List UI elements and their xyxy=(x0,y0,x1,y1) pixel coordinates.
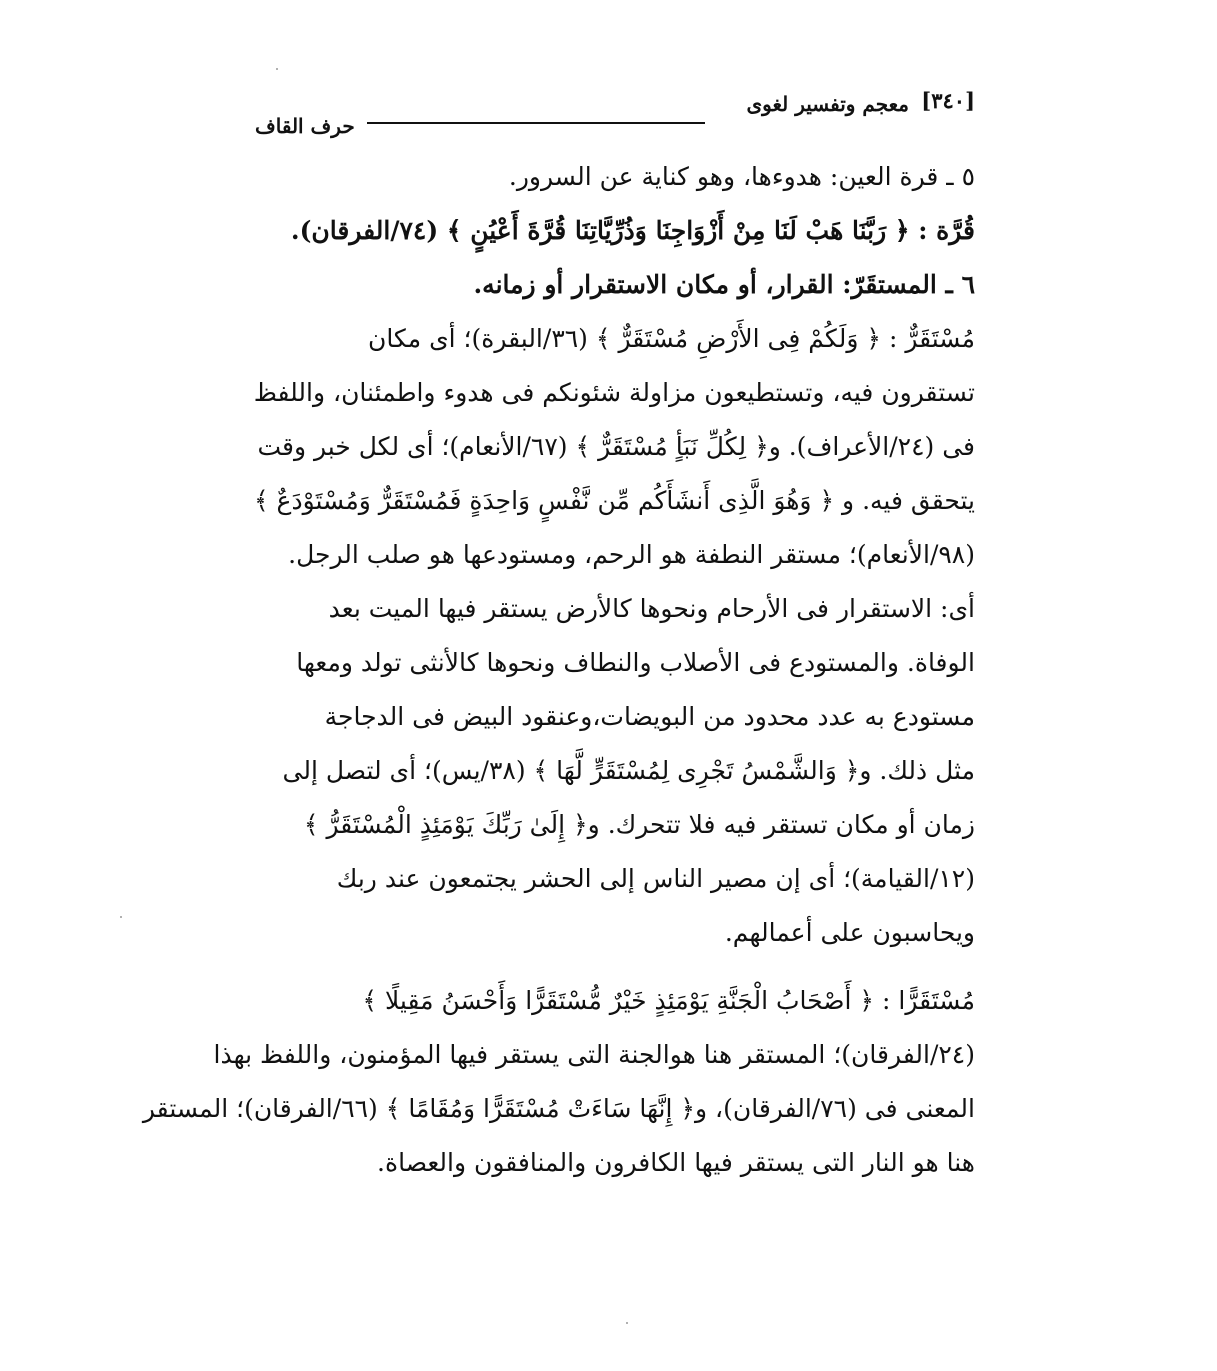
scan-speck xyxy=(276,68,278,70)
text-line: زمان أو مكان تستقر فيه فلا تتحرك. و﴿ إِلَىٰ رَبِّكَ يَوْمَئِذٍ الْمُسْتَقَرُّ ﴾ xyxy=(303,810,975,839)
text-line: أى: الاستقرار فى الأرحام ونحوها كالأرض يستقر فيها الميت بعد xyxy=(328,594,975,623)
book-title: معجم وتفسير لغوى xyxy=(746,92,909,116)
text-line: مُسْتَقَرًّا : ﴿ أَصْحَابُ الْجَنَّةِ يَوْمَئِذٍ خَيْرٌ مُّسْتَقَرًّا وَأَحْسَنُ مَقِيلًا ﴾ xyxy=(362,986,975,1015)
scan-speck xyxy=(626,1322,628,1324)
entry-heading: ٦ ـ المستقَرّ: القرار، أو مكان الاستقرار أو زمانه. xyxy=(473,270,975,299)
text-line: ويحاسبون على أعمالهم. xyxy=(724,918,975,947)
page-header xyxy=(255,84,975,138)
page-body xyxy=(142,150,975,1190)
text-line: (٢٤/الفرقان)؛ المستقر هنا هوالجنة التى يستقر فيها المؤمنون، واللفظ بهذا xyxy=(213,1040,975,1069)
section-title: حرف القاف xyxy=(255,114,355,138)
text-line: تستقرون فيه، وتستطيعون مزاولة شئونكم فى هدوء واطمئنان، واللفظ xyxy=(253,378,975,407)
text-line: فى (٢٤/الأعراف). و﴿ لِكُلِّ نَبَأٍ مُسْتَقَرٌّ ﴾ (٦٧/الأنعام)؛ أى لكل خبر وقت xyxy=(257,432,975,461)
header-rule xyxy=(367,122,705,124)
text-line: مُسْتَقَرٌّ : ﴿ وَلَكُمْ فِى الأَرْضِ مُسْتَقَرٌّ ﴾ (٣٦/البقرة)؛ أى مكان xyxy=(367,324,975,353)
text-line: يتحقق فيه. و ﴿ وَهُوَ الَّذِى أَنشَأَكُم مِّن نَّفْسٍ وَاحِدَةٍ فَمُسْتَقَرٌّ وَمُسْتَوْدَعٌ ﴾ xyxy=(253,486,975,515)
quran-verse-line: قُرَّة : ﴿ رَبَّنَا هَبْ لَنَا مِنْ أَزْوَاجِنَا وَذُرِّيَّاتِنَا قُرَّةَ أَعْيُنٍ ﴾ (٧٤/الفرقان). xyxy=(290,216,975,245)
scan-speck xyxy=(120,916,122,918)
page-number: [٣٤٠] xyxy=(921,88,975,113)
text-line: مستودع به عدد محدود من البويضات،وعنقود البيض فى الدجاجة xyxy=(324,702,975,731)
text-line: الوفاة. والمستودع فى الأصلاب والنطاف ونحوها كالأنثى تولد ومعها xyxy=(296,648,975,677)
text-line: ٥ ـ قرة العين: هدوءها، وهو كناية عن السرور. xyxy=(508,162,975,191)
text-line: (٩٨/الأنعام)؛ مستقر النطفة هو الرحم، ومستودعها هو صلب الرجل. xyxy=(288,540,975,569)
text-line: (١٢/القيامة)؛ أى إن مصير الناس إلى الحشر يجتمعون عند ربك xyxy=(336,864,975,893)
text-line: المعنى فى (٧٦/الفرقان)، و﴿ إِنَّهَا سَاءَتْ مُسْتَقَرًّا وَمُقَامًا ﴾ (٦٦/الفرقان)؛ المستقر xyxy=(142,1094,975,1123)
text-line: مثل ذلك. و﴿ وَالشَّمْسُ تَجْرِى لِمُسْتَقَرٍّ لَّهَا ﴾ (٣٨/يس)؛ أى لتصل إلى xyxy=(282,756,975,785)
text-line: هنا هو النار التى يستقر فيها الكافرون والمنافقون والعصاة. xyxy=(377,1148,975,1177)
